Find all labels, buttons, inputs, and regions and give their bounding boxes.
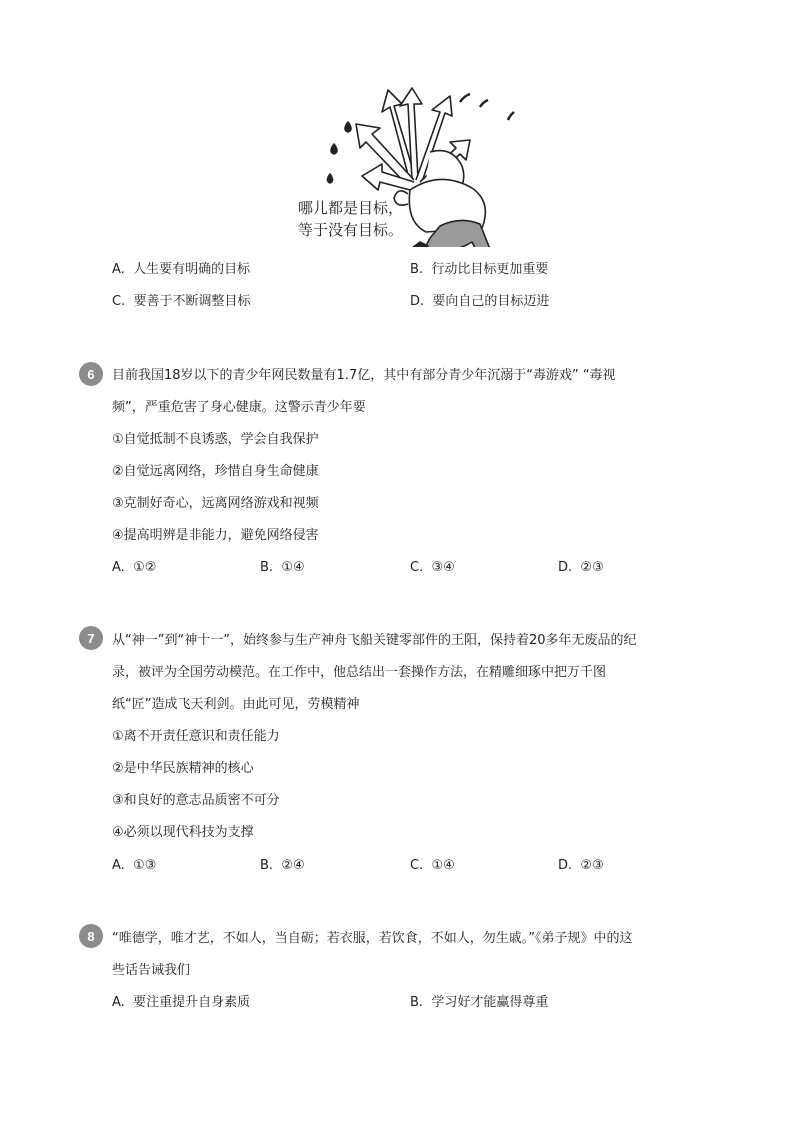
question-number-badge: 8 <box>79 924 103 948</box>
option-text: ①④ <box>431 858 455 873</box>
q7-stem-line3: 纸“匠”造成飞天利剑。由此可见，劳模精神 <box>112 697 360 712</box>
option-text: ①④ <box>281 560 305 575</box>
cartoon-illustration <box>290 82 520 247</box>
q6-stem-line1: 目前我国18岁以下的青少年网民数量有1.7亿，其中有部分青少年沉溺于“毒游戏” “毒视 <box>112 368 616 383</box>
q7-stem-line1: 从“神一”到“神十一”，始终参与生产神舟飞船关键零部件的王阳，保持着20多年无废品的纪 <box>112 633 637 648</box>
q5-option-d[interactable] <box>410 292 549 312</box>
q6-item-2: ②自觉远离网络，珍惜自身生命健康 <box>112 464 319 479</box>
option-text: 要向自己的目标迈进 <box>432 294 550 309</box>
q5-option-a[interactable] <box>112 260 250 280</box>
q7-stem-line2: 录，被评为全国劳动模范。在工作中，他总结出一套操作方法，在精雕细琢中把万千图 <box>112 665 607 680</box>
q6-option-d[interactable] <box>558 558 604 578</box>
option-text: 要注重提升自身素质 <box>133 995 251 1010</box>
option-text: 要善于不断调整目标 <box>133 294 251 309</box>
q6-option-a[interactable] <box>112 558 156 578</box>
option-letter: C. <box>410 858 424 873</box>
q7-option-a[interactable] <box>112 856 156 876</box>
q8-stem-line2: 些话告诫我们 <box>112 963 191 978</box>
q5-option-b[interactable] <box>410 260 548 280</box>
question-number-badge: 6 <box>79 362 103 386</box>
q7-item-2: ②是中华民族精神的核心 <box>112 761 254 776</box>
option-letter: B. <box>410 262 424 277</box>
q5-option-c[interactable] <box>112 292 251 312</box>
q7-option-b[interactable] <box>260 856 305 876</box>
q6-item-4: ④提高明辨是非能力，避免网络侵害 <box>112 528 319 543</box>
option-letter: B. <box>410 995 424 1010</box>
q8-stem-line1: “唯德学，唯才艺，不如人，当自砺；若衣服，若饮食，不如人，勿生戚。”《弟子规》中的这 <box>112 931 633 946</box>
q7-option-d[interactable] <box>558 856 604 876</box>
option-text: 人生要有明确的目标 <box>133 262 251 277</box>
cartoon-caption-line2: 等于没有目标。 <box>298 221 404 239</box>
q7-item-1: ①离不开责任意识和责任能力 <box>112 729 280 744</box>
q8-option-b[interactable] <box>410 993 548 1013</box>
option-letter: B. <box>260 858 274 873</box>
option-text: 学习好才能赢得尊重 <box>431 995 549 1010</box>
option-text: ②③ <box>580 858 604 873</box>
option-letter: B. <box>260 560 274 575</box>
option-letter: A. <box>112 262 125 277</box>
option-letter: D. <box>558 858 573 873</box>
q6-stem-line2: 频”，严重危害了身心健康。这警示青少年要 <box>112 400 366 415</box>
option-letter: A. <box>112 560 125 575</box>
option-letter: C. <box>112 294 126 309</box>
q7-option-c[interactable] <box>410 856 455 876</box>
option-letter: A. <box>112 858 125 873</box>
q6-option-b[interactable] <box>260 558 305 578</box>
q6-item-1: ①自觉抵制不良诱惑，学会自我保护 <box>112 432 319 447</box>
option-text: ③④ <box>431 560 455 575</box>
option-text: ②④ <box>281 858 305 873</box>
option-letter: D. <box>558 560 573 575</box>
option-letter: D. <box>410 294 425 309</box>
option-text: ①② <box>133 560 157 575</box>
q6-option-c[interactable] <box>410 558 455 578</box>
question-number-badge: 7 <box>79 626 103 650</box>
option-text: ①③ <box>133 858 157 873</box>
option-letter: A. <box>112 995 125 1010</box>
q6-item-3: ③克制好奇心，远离网络游戏和视频 <box>112 496 319 511</box>
option-text: 行动比目标更加重要 <box>431 262 549 277</box>
cartoon-caption-line1: 哪儿都是目标， <box>298 199 404 217</box>
q7-item-4: ④必须以现代科技为支撑 <box>112 825 254 840</box>
option-letter: C. <box>410 560 424 575</box>
option-text: ②③ <box>580 560 604 575</box>
q8-option-a[interactable] <box>112 993 250 1013</box>
q7-item-3: ③和良好的意志品质密不可分 <box>112 793 280 808</box>
